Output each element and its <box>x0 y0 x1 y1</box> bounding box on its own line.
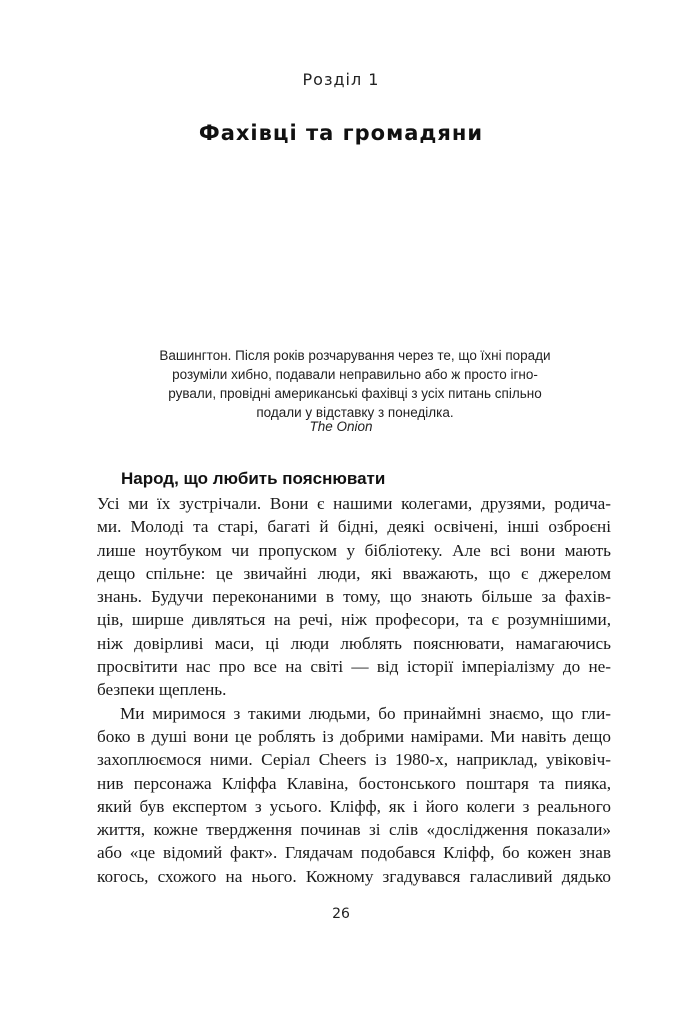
text-line: лише ноутбуком чи пропуском у бібліотеку. Але всі вони мають <box>97 540 611 560</box>
text-line: дещо спільне: це звичайні люди, які вважають, що є джерелом <box>97 563 611 583</box>
text-line: нив персонажа Кліффа Клавіна, бостонського поштаря та пияка, <box>97 773 611 793</box>
text-line: ніж довірливі маси, ці люди люблять пояснювати, намагаючись <box>97 633 611 653</box>
epigraph <box>150 346 560 422</box>
text-line: когось, схожого на нього. Кожному згадувався галасливий дядько <box>97 866 611 886</box>
text-line: ців, ширше дивляться на речі, ніж професори, та є розумнішими, <box>97 610 611 630</box>
text-line: Ми миримося з такими людьми, бо принаймні знаємо, що гли- <box>120 703 611 723</box>
page-number: 26 <box>332 906 350 922</box>
text-line: Усі ми їх зустрічали. Вони є нашими колегами, друзями, родича- <box>97 494 611 513</box>
epigraph-line: Вашингтон. Після років розчарування через те, що їхні поради <box>159 348 551 363</box>
text-line: ми. Молоді та старі, багаті й бідні, деякі освічені, інші озброєні <box>97 517 611 537</box>
chapter-title: Фахівці та громадяни <box>198 121 484 145</box>
section-heading: Народ, що любить пояснювати <box>121 469 386 488</box>
epigraph-source: The Onion <box>309 419 373 434</box>
paragraph-1 <box>97 492 611 702</box>
text-line: або «це відомий факт». Глядачам подобався Кліфф, бо кожен знав <box>97 843 611 863</box>
chapter-label: Розділ 1 <box>302 70 380 89</box>
text-line: боко в душі вони це роблять із добрими намірами. Ми навіть дещо <box>97 726 611 746</box>
body-text <box>97 492 611 888</box>
text-line: життя, кожне твердження починав зі слів «дослідження показали» <box>97 820 611 840</box>
epigraph-line: розуміли хибно, подавали неправильно або ж просто ігно- <box>172 367 538 382</box>
paragraph-2 <box>97 702 611 888</box>
text-line: безпеки щеплень. <box>97 680 227 700</box>
text-line: який був експертом з усього. Кліфф, як і його колеги з реального <box>97 796 611 816</box>
epigraph-line: рували, провідні американські фахівці з усіх питань спільно <box>168 386 542 401</box>
epigraph-line: подали у відставку з понеділка. <box>256 405 454 420</box>
text-line: знань. Будучи переконаними в тому, що знають більше за фахів- <box>97 587 611 607</box>
text-line: просвітити нас про все на світі — від історії імперіалізму до не- <box>97 657 611 677</box>
text-line: захоплюємося ними. Серіал Cheers із 1980-х, наприклад, увіковіч- <box>97 750 611 770</box>
